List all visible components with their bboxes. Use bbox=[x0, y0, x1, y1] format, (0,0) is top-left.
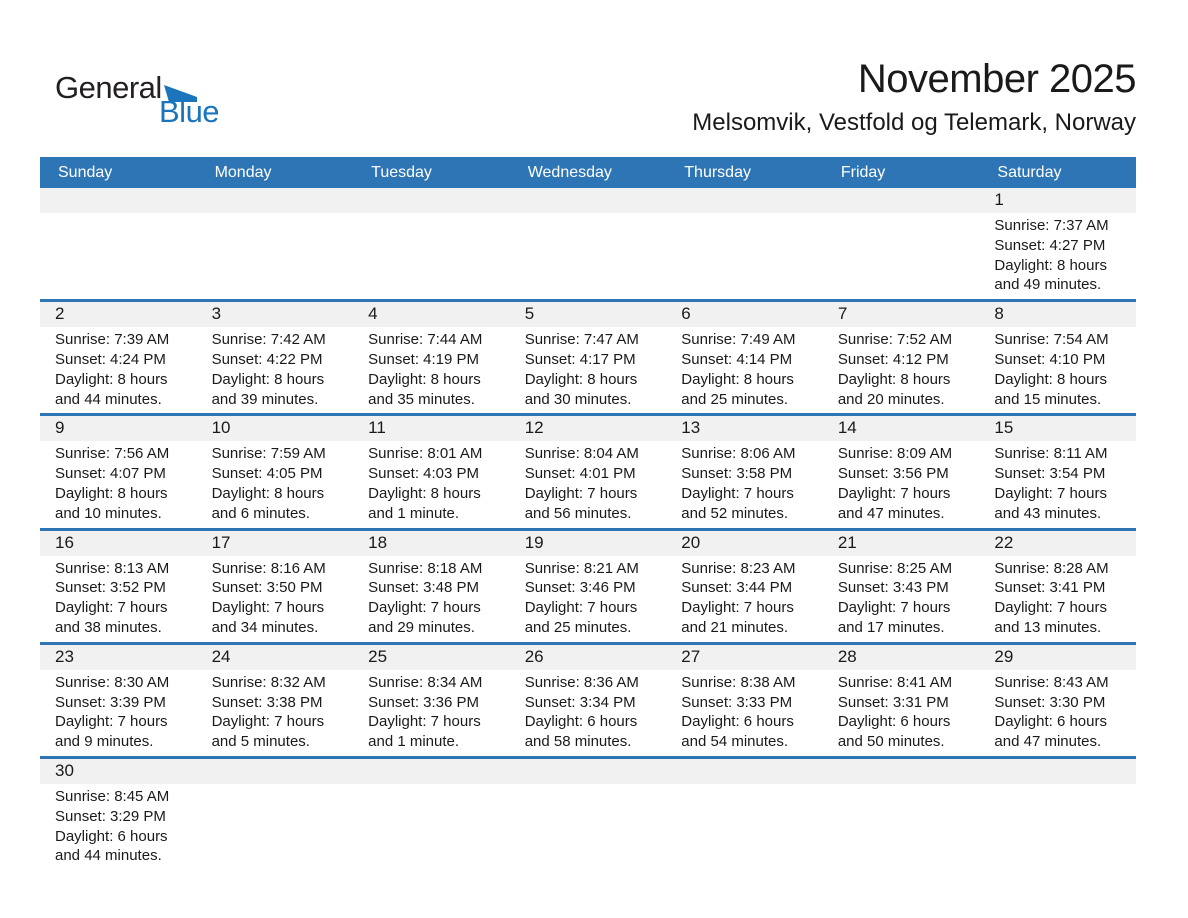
day-number: 14 bbox=[823, 416, 980, 441]
day-detail-line: Daylight: 8 hours bbox=[524, 370, 638, 388]
day-detail-line: Daylight: 7 hours bbox=[681, 484, 794, 502]
day-detail-line: and 56 minutes. bbox=[524, 504, 632, 522]
day-number: 22 bbox=[979, 531, 1136, 556]
day-detail-line: and 50 minutes. bbox=[837, 733, 945, 751]
day-detail-line: Sunset: 4:03 PM bbox=[368, 465, 480, 483]
day-number: 19 bbox=[510, 531, 667, 556]
day-detail-line: Sunrise: 8:45 AM bbox=[55, 787, 170, 805]
day-detail-line: Daylight: 6 hours bbox=[994, 713, 1107, 731]
day-detail-line: Sunrise: 8:43 AM bbox=[994, 673, 1109, 691]
day-detail-line: Sunset: 3:38 PM bbox=[211, 693, 323, 711]
day-details bbox=[40, 441, 197, 527]
day-details bbox=[353, 670, 510, 756]
day-detail-line: Sunrise: 8:34 AM bbox=[368, 673, 483, 691]
day-details bbox=[197, 327, 354, 413]
day-number: 21 bbox=[823, 531, 980, 556]
day-detail-line: Sunrise: 7:56 AM bbox=[55, 445, 170, 463]
day-number bbox=[823, 759, 980, 784]
day-detail-line: Sunset: 4:19 PM bbox=[368, 350, 480, 368]
day-detail-line: and 54 minutes. bbox=[681, 733, 789, 751]
day-details bbox=[823, 670, 980, 756]
day-detail-line: Daylight: 7 hours bbox=[837, 484, 951, 502]
weekday-friday: Friday bbox=[840, 163, 886, 181]
general-blue-logo bbox=[55, 72, 219, 127]
day-number bbox=[510, 759, 667, 784]
empty-day-cell bbox=[353, 759, 510, 870]
day-number: 29 bbox=[979, 645, 1136, 670]
day-detail-line: and 47 minutes. bbox=[837, 504, 945, 522]
day-cell bbox=[510, 416, 667, 527]
calendar bbox=[40, 157, 1136, 870]
day-number: 26 bbox=[510, 645, 667, 670]
day-detail-line: Sunrise: 7:37 AM bbox=[994, 217, 1109, 234]
day-cell bbox=[666, 645, 823, 756]
day-detail-line: and 5 minutes. bbox=[211, 733, 310, 751]
day-number bbox=[353, 188, 510, 213]
day-details bbox=[510, 441, 667, 527]
day-details bbox=[666, 556, 823, 642]
day-detail-line: Daylight: 7 hours bbox=[524, 599, 638, 617]
day-details bbox=[353, 441, 510, 527]
day-number: 8 bbox=[979, 302, 1136, 327]
day-cell bbox=[666, 416, 823, 527]
empty-day-cell bbox=[666, 188, 823, 299]
day-detail-line: Daylight: 8 hours bbox=[368, 484, 481, 502]
day-cell bbox=[979, 416, 1136, 527]
day-detail-line: Daylight: 8 hours bbox=[837, 370, 951, 388]
page-title: November 2025 bbox=[857, 57, 1136, 101]
day-detail-line: Daylight: 7 hours bbox=[55, 713, 168, 731]
day-cell bbox=[823, 645, 980, 756]
week-row bbox=[40, 188, 1136, 299]
day-detail-line: Sunrise: 8:18 AM bbox=[368, 559, 483, 577]
week-row bbox=[40, 413, 1136, 527]
day-detail-line: Sunset: 4:01 PM bbox=[524, 465, 636, 483]
empty-day-cell bbox=[40, 188, 197, 299]
day-details bbox=[40, 327, 197, 413]
day-detail-line: Sunrise: 8:36 AM bbox=[524, 673, 639, 691]
weekday-saturday: Saturday bbox=[997, 163, 1062, 181]
day-cell bbox=[40, 531, 197, 642]
day-detail-line: Sunset: 3:58 PM bbox=[681, 465, 793, 483]
day-number bbox=[666, 188, 823, 213]
day-cell bbox=[823, 302, 980, 413]
day-detail-line: and 9 minutes. bbox=[55, 733, 154, 751]
day-cell bbox=[666, 302, 823, 413]
day-number: 30 bbox=[40, 759, 197, 784]
day-detail-line: Sunrise: 7:54 AM bbox=[994, 331, 1109, 349]
day-cell bbox=[979, 302, 1136, 413]
day-detail-line: Sunset: 4:17 PM bbox=[524, 350, 636, 368]
weekday-monday: Monday bbox=[214, 163, 272, 181]
day-detail-line: Sunrise: 8:16 AM bbox=[211, 559, 326, 577]
day-detail-line: and 20 minutes. bbox=[837, 390, 945, 408]
day-detail-line: and 1 minute. bbox=[368, 733, 460, 751]
day-detail-line: and 10 minutes. bbox=[55, 504, 162, 522]
day-detail-line: Sunset: 3:56 PM bbox=[837, 465, 949, 483]
empty-day-cell bbox=[353, 188, 510, 299]
empty-day-cell bbox=[823, 759, 980, 870]
day-number: 25 bbox=[353, 645, 510, 670]
day-detail-line: and 49 minutes. bbox=[994, 276, 1102, 294]
logo-blue-text: Blue bbox=[159, 94, 220, 129]
day-detail-line: Daylight: 6 hours bbox=[55, 827, 168, 845]
day-number: 13 bbox=[666, 416, 823, 441]
day-number: 15 bbox=[979, 416, 1136, 441]
day-detail-line: and 43 minutes. bbox=[994, 504, 1102, 522]
day-detail-line: Sunset: 3:29 PM bbox=[55, 807, 166, 825]
day-detail-line: Sunrise: 7:49 AM bbox=[681, 331, 796, 349]
day-detail-line: and 25 minutes. bbox=[524, 618, 632, 636]
day-number: 9 bbox=[40, 416, 197, 441]
day-detail-line: Daylight: 7 hours bbox=[211, 713, 325, 731]
day-number: 11 bbox=[353, 416, 510, 441]
day-detail-line: Sunrise: 8:04 AM bbox=[524, 445, 639, 463]
day-details bbox=[197, 441, 354, 527]
day-cell bbox=[823, 531, 980, 642]
day-detail-line: Sunset: 3:50 PM bbox=[211, 579, 323, 597]
day-detail-line: Sunset: 3:33 PM bbox=[681, 693, 793, 711]
day-detail-line: Daylight: 6 hours bbox=[837, 713, 951, 731]
day-detail-line: Sunrise: 7:39 AM bbox=[55, 331, 170, 349]
day-details bbox=[40, 784, 197, 870]
day-details bbox=[197, 670, 354, 756]
day-detail-line: Daylight: 8 hours bbox=[211, 370, 325, 388]
day-cell bbox=[510, 531, 667, 642]
day-number: 27 bbox=[666, 645, 823, 670]
weekday-wednesday: Wednesday bbox=[527, 163, 612, 181]
day-detail-line: Sunset: 3:48 PM bbox=[368, 579, 480, 597]
day-detail-line: Sunrise: 8:01 AM bbox=[368, 445, 483, 463]
day-details bbox=[666, 441, 823, 527]
day-cell bbox=[197, 531, 354, 642]
day-detail-line: Sunset: 3:44 PM bbox=[681, 579, 793, 597]
day-detail-line: and 44 minutes. bbox=[55, 847, 162, 865]
day-detail-line: Sunrise: 8:06 AM bbox=[681, 445, 796, 463]
day-detail-line: Sunset: 4:05 PM bbox=[211, 465, 323, 483]
day-details bbox=[510, 556, 667, 642]
day-detail-line: Sunrise: 8:41 AM bbox=[837, 673, 953, 691]
day-cell bbox=[40, 759, 197, 870]
day-detail-line: Daylight: 6 hours bbox=[524, 713, 638, 731]
day-number bbox=[40, 188, 197, 213]
day-detail-line: Sunrise: 8:32 AM bbox=[211, 673, 326, 691]
day-cell bbox=[979, 645, 1136, 756]
day-detail-line: Sunset: 4:24 PM bbox=[55, 350, 166, 368]
day-details bbox=[197, 556, 354, 642]
day-detail-line: and 35 minutes. bbox=[368, 390, 475, 408]
day-detail-line: and 13 minutes. bbox=[994, 618, 1102, 636]
day-number bbox=[197, 759, 354, 784]
day-cell bbox=[197, 416, 354, 527]
day-detail-line: Sunset: 4:14 PM bbox=[681, 350, 793, 368]
empty-day-cell bbox=[510, 188, 667, 299]
day-detail-line: Sunset: 3:39 PM bbox=[55, 693, 166, 711]
day-detail-line: Sunset: 4:10 PM bbox=[994, 350, 1106, 368]
day-detail-line: Daylight: 7 hours bbox=[994, 484, 1107, 502]
day-cell bbox=[510, 302, 667, 413]
day-detail-line: Sunrise: 7:42 AM bbox=[211, 331, 326, 349]
day-detail-line: and 30 minutes. bbox=[524, 390, 632, 408]
weekday-tuesday: Tuesday bbox=[371, 163, 432, 181]
day-detail-line: Daylight: 7 hours bbox=[368, 599, 481, 617]
day-details bbox=[353, 556, 510, 642]
day-number: 5 bbox=[510, 302, 667, 327]
day-detail-line: Sunset: 4:07 PM bbox=[55, 465, 166, 483]
day-detail-line: Sunrise: 7:47 AM bbox=[524, 331, 639, 349]
day-detail-line: and 29 minutes. bbox=[368, 618, 475, 636]
day-detail-line: and 34 minutes. bbox=[211, 618, 319, 636]
day-detail-line: and 38 minutes. bbox=[55, 618, 162, 636]
day-detail-line: Sunset: 3:31 PM bbox=[837, 693, 949, 711]
day-detail-line: Sunrise: 8:30 AM bbox=[55, 673, 170, 691]
day-number bbox=[823, 188, 980, 213]
calendar-weeks bbox=[40, 188, 1136, 870]
day-number bbox=[353, 759, 510, 784]
day-detail-line: Daylight: 8 hours bbox=[55, 484, 168, 502]
day-detail-line: Sunrise: 7:59 AM bbox=[211, 445, 326, 463]
day-cell bbox=[353, 416, 510, 527]
day-details bbox=[510, 327, 667, 413]
day-number: 17 bbox=[197, 531, 354, 556]
day-detail-line: Sunrise: 7:52 AM bbox=[837, 331, 953, 349]
weekday-header-row bbox=[40, 157, 1136, 188]
day-detail-line: Sunrise: 7:44 AM bbox=[368, 331, 483, 349]
day-detail-line: and 25 minutes. bbox=[681, 390, 789, 408]
day-cell bbox=[666, 531, 823, 642]
day-details bbox=[979, 327, 1136, 413]
day-number: 18 bbox=[353, 531, 510, 556]
day-detail-line: Sunrise: 8:28 AM bbox=[994, 559, 1109, 577]
day-number: 4 bbox=[353, 302, 510, 327]
day-detail-line: Daylight: 8 hours bbox=[994, 370, 1107, 388]
day-cell bbox=[353, 302, 510, 413]
day-details bbox=[979, 556, 1136, 642]
day-detail-line: Daylight: 6 hours bbox=[681, 713, 794, 731]
day-detail-line: and 39 minutes. bbox=[211, 390, 319, 408]
day-number: 6 bbox=[666, 302, 823, 327]
day-number: 23 bbox=[40, 645, 197, 670]
day-detail-line: Daylight: 7 hours bbox=[681, 599, 794, 617]
weekday-thursday: Thursday bbox=[684, 163, 751, 181]
title-block bbox=[692, 58, 1136, 137]
day-cell bbox=[353, 531, 510, 642]
day-detail-line: Daylight: 7 hours bbox=[368, 713, 481, 731]
empty-day-cell bbox=[823, 188, 980, 299]
day-number: 10 bbox=[197, 416, 354, 441]
day-detail-line: Daylight: 7 hours bbox=[55, 599, 168, 617]
day-number: 7 bbox=[823, 302, 980, 327]
day-detail-line: and 52 minutes. bbox=[681, 504, 789, 522]
day-detail-line: Sunrise: 8:09 AM bbox=[837, 445, 953, 463]
week-row bbox=[40, 299, 1136, 413]
day-details bbox=[510, 670, 667, 756]
empty-day-cell bbox=[666, 759, 823, 870]
day-cell bbox=[353, 645, 510, 756]
week-row bbox=[40, 756, 1136, 870]
day-detail-line: Daylight: 7 hours bbox=[837, 599, 951, 617]
day-details bbox=[823, 556, 980, 642]
day-detail-line: Sunset: 3:43 PM bbox=[837, 579, 949, 597]
day-cell bbox=[510, 645, 667, 756]
day-cell bbox=[40, 302, 197, 413]
day-number bbox=[666, 759, 823, 784]
day-detail-line: Sunrise: 8:25 AM bbox=[837, 559, 953, 577]
day-detail-line: and 44 minutes. bbox=[55, 390, 162, 408]
day-detail-line: Sunrise: 8:13 AM bbox=[55, 559, 170, 577]
day-detail-line: Sunrise: 8:38 AM bbox=[681, 673, 796, 691]
day-detail-line: and 6 minutes. bbox=[211, 504, 310, 522]
day-cell bbox=[979, 531, 1136, 642]
day-detail-line: Daylight: 7 hours bbox=[211, 599, 325, 617]
day-detail-line: Sunrise: 8:21 AM bbox=[524, 559, 639, 577]
day-cell bbox=[197, 645, 354, 756]
day-number: 28 bbox=[823, 645, 980, 670]
day-detail-line: Daylight: 8 hours bbox=[211, 484, 325, 502]
day-number: 16 bbox=[40, 531, 197, 556]
week-row bbox=[40, 642, 1136, 756]
day-detail-line: and 21 minutes. bbox=[681, 618, 789, 636]
day-detail-line: Sunset: 4:12 PM bbox=[837, 350, 949, 368]
day-detail-line: Daylight: 7 hours bbox=[994, 599, 1107, 617]
day-detail-line: Sunset: 3:36 PM bbox=[368, 693, 480, 711]
day-cell bbox=[823, 416, 980, 527]
day-details bbox=[666, 327, 823, 413]
weekday-sunday: Sunday bbox=[58, 163, 113, 181]
empty-day-cell bbox=[979, 759, 1136, 870]
day-number bbox=[197, 188, 354, 213]
day-cell bbox=[40, 645, 197, 756]
day-number bbox=[510, 188, 667, 213]
day-details bbox=[353, 327, 510, 413]
day-detail-line: Sunset: 3:41 PM bbox=[994, 579, 1106, 597]
day-details bbox=[40, 556, 197, 642]
day-detail-line: Sunset: 3:52 PM bbox=[55, 579, 166, 597]
day-details bbox=[823, 327, 980, 413]
day-details bbox=[40, 670, 197, 756]
empty-day-cell bbox=[197, 759, 354, 870]
empty-day-cell bbox=[197, 188, 354, 299]
day-detail-line: Daylight: 7 hours bbox=[524, 484, 638, 502]
day-detail-line: Daylight: 8 hours bbox=[994, 256, 1107, 274]
day-details bbox=[666, 670, 823, 756]
day-cell bbox=[197, 302, 354, 413]
day-detail-line: and 1 minute. bbox=[368, 504, 460, 522]
day-detail-line: Daylight: 8 hours bbox=[55, 370, 168, 388]
day-details bbox=[979, 670, 1136, 756]
day-detail-line: Sunset: 4:27 PM bbox=[994, 236, 1106, 254]
day-cell bbox=[40, 416, 197, 527]
day-detail-line: Sunset: 4:22 PM bbox=[211, 350, 323, 368]
logo-general-text: General bbox=[55, 70, 162, 105]
day-detail-line: Sunrise: 8:23 AM bbox=[681, 559, 796, 577]
day-detail-line: and 47 minutes. bbox=[994, 733, 1102, 751]
day-number: 1 bbox=[979, 188, 1136, 213]
day-details bbox=[979, 441, 1136, 527]
day-details bbox=[823, 441, 980, 527]
day-detail-line: Sunset: 3:54 PM bbox=[994, 465, 1106, 483]
day-detail-line: and 15 minutes. bbox=[994, 390, 1102, 408]
day-number: 3 bbox=[197, 302, 354, 327]
day-cell bbox=[979, 188, 1136, 299]
day-detail-line: Daylight: 8 hours bbox=[681, 370, 794, 388]
day-detail-line: Sunset: 3:34 PM bbox=[524, 693, 636, 711]
page-subtitle: Melsomvik, Vestfold og Telemark, Norway bbox=[692, 109, 1136, 136]
day-number: 12 bbox=[510, 416, 667, 441]
day-detail-line: Sunrise: 8:11 AM bbox=[994, 445, 1108, 463]
day-detail-line: and 58 minutes. bbox=[524, 733, 632, 751]
day-number: 24 bbox=[197, 645, 354, 670]
day-details bbox=[979, 213, 1136, 299]
week-row bbox=[40, 528, 1136, 642]
day-number bbox=[979, 759, 1136, 784]
day-number: 2 bbox=[40, 302, 197, 327]
empty-day-cell bbox=[510, 759, 667, 870]
day-detail-line: and 17 minutes. bbox=[837, 618, 945, 636]
day-number: 20 bbox=[666, 531, 823, 556]
day-detail-line: Daylight: 8 hours bbox=[368, 370, 481, 388]
day-detail-line: Sunset: 3:30 PM bbox=[994, 693, 1106, 711]
day-detail-line: Sunset: 3:46 PM bbox=[524, 579, 636, 597]
